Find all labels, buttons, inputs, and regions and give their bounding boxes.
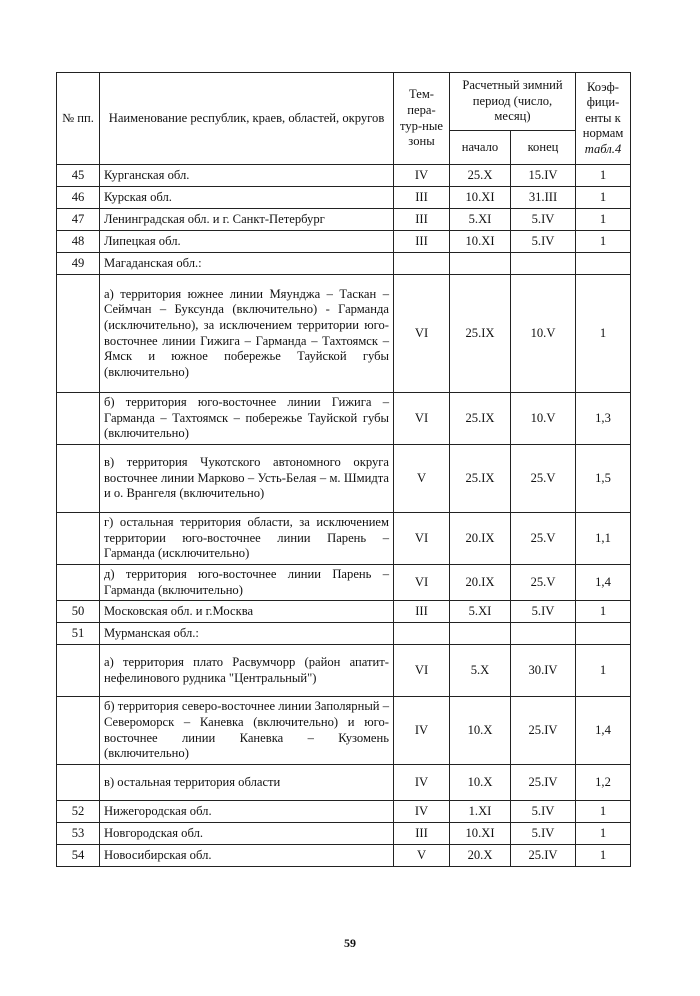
period-end-cell xyxy=(511,623,576,645)
period-end-cell xyxy=(511,253,576,275)
coefficient-cell: 1 xyxy=(576,231,631,253)
period-start-cell: 25.IX xyxy=(450,393,511,445)
coefficient-cell xyxy=(576,623,631,645)
row-number-cell xyxy=(57,565,100,601)
table-row xyxy=(57,823,631,845)
coefficient-cell: 1 xyxy=(576,165,631,187)
header-coefficient-ref: табл.4 xyxy=(584,141,622,156)
region-name-cell: Новгородская обл. xyxy=(100,823,394,845)
region-name-cell: Нижегородская обл. xyxy=(100,801,394,823)
coefficient-cell: 1 xyxy=(576,801,631,823)
climate-zones-table xyxy=(56,72,631,867)
region-name-cell: Мурманская обл.: xyxy=(100,623,394,645)
row-number-cell: 51 xyxy=(57,623,100,645)
temperature-zone-cell: III xyxy=(394,231,450,253)
period-end-cell: 25.IV xyxy=(511,765,576,801)
region-name-cell: Магаданская обл.: xyxy=(100,253,394,275)
coefficient-cell xyxy=(576,253,631,275)
coefficient-cell: 1 xyxy=(576,187,631,209)
coefficient-cell: 1 xyxy=(576,275,631,393)
period-start-cell: 5.XI xyxy=(450,209,511,231)
region-name-cell: Курская обл. xyxy=(100,187,394,209)
temperature-zone-cell: VI xyxy=(394,275,450,393)
coefficient-cell: 1 xyxy=(576,845,631,867)
period-end-cell: 5.IV xyxy=(511,209,576,231)
row-number-cell: 49 xyxy=(57,253,100,275)
table-row xyxy=(57,765,631,801)
table-row xyxy=(57,187,631,209)
table-row xyxy=(57,565,631,601)
period-end-cell: 25.V xyxy=(511,445,576,513)
table-row xyxy=(57,275,631,393)
table-row xyxy=(57,623,631,645)
header-number: № пп. xyxy=(57,73,100,165)
period-start-cell: 20.IX xyxy=(450,513,511,565)
period-start-cell: 10.XI xyxy=(450,231,511,253)
header-winter-period: Расчетный зимний период (число, месяц) xyxy=(450,73,576,131)
row-number-cell xyxy=(57,645,100,697)
row-number-cell xyxy=(57,513,100,565)
coefficient-cell: 1 xyxy=(576,645,631,697)
period-end-cell: 5.IV xyxy=(511,823,576,845)
row-number-cell: 54 xyxy=(57,845,100,867)
page-number: 59 xyxy=(344,936,356,950)
row-number-cell: 46 xyxy=(57,187,100,209)
temperature-zone-cell: III xyxy=(394,823,450,845)
row-number-cell xyxy=(57,765,100,801)
table-body xyxy=(57,165,631,867)
region-name-cell: Ленинградская обл. и г. Санкт-Петербург xyxy=(100,209,394,231)
coefficient-cell: 1 xyxy=(576,209,631,231)
row-number-cell: 47 xyxy=(57,209,100,231)
coefficient-cell: 1,3 xyxy=(576,393,631,445)
region-name-cell: б) территория северо-восточнее линии Заполярный – Североморск – Каневка (включительно) и юго-восточнее линии Каневка – Кузомень (включительно) xyxy=(100,697,394,765)
table-row xyxy=(57,165,631,187)
region-name-cell: Новосибирская обл. xyxy=(100,845,394,867)
period-start-cell: 20.X xyxy=(450,845,511,867)
period-start-cell: 10.XI xyxy=(450,187,511,209)
coefficient-cell: 1,5 xyxy=(576,445,631,513)
header-coefficient xyxy=(576,73,631,165)
table-row xyxy=(57,231,631,253)
row-number-cell: 45 xyxy=(57,165,100,187)
table-row xyxy=(57,697,631,765)
period-end-cell: 25.V xyxy=(511,513,576,565)
region-name-cell: в) остальная территория области xyxy=(100,765,394,801)
period-start-cell: 20.IX xyxy=(450,565,511,601)
row-number-cell: 48 xyxy=(57,231,100,253)
period-end-cell: 10.V xyxy=(511,275,576,393)
table-row xyxy=(57,209,631,231)
period-end-cell: 25.V xyxy=(511,565,576,601)
table-row xyxy=(57,601,631,623)
region-name-cell: д) территория юго-восточнее линии Парень – Гарманда (включительно) xyxy=(100,565,394,601)
period-start-cell: 25.X xyxy=(450,165,511,187)
header-temperature-zone: Тем-пера-тур-ные зоны xyxy=(394,73,450,165)
coefficient-cell: 1 xyxy=(576,601,631,623)
period-start-cell: 10.XI xyxy=(450,823,511,845)
temperature-zone-cell: V xyxy=(394,445,450,513)
region-name-cell: г) остальная территория области, за исключением территории юго-восточнее линии Парень – Гарманда (исключительно) xyxy=(100,513,394,565)
region-name-cell: б) территория юго-восточнее линии Гижига – Гарманда – Тахтоямск – побережье Тауйской губы (включительно) xyxy=(100,393,394,445)
temperature-zone-cell: IV xyxy=(394,801,450,823)
table-row xyxy=(57,845,631,867)
temperature-zone-cell: IV xyxy=(394,765,450,801)
temperature-zone-cell: IV xyxy=(394,165,450,187)
coefficient-cell: 1,1 xyxy=(576,513,631,565)
table-row xyxy=(57,513,631,565)
period-end-cell: 25.IV xyxy=(511,697,576,765)
temperature-zone-cell: V xyxy=(394,845,450,867)
region-name-cell: Московская обл. и г.Москва xyxy=(100,601,394,623)
period-end-cell: 31.III xyxy=(511,187,576,209)
temperature-zone-cell xyxy=(394,253,450,275)
region-name-cell: Липецкая обл. xyxy=(100,231,394,253)
region-name-cell: а) территория южнее линии Мяунджа – Таскан – Сеймчан – Буксунда (включительно) - Гарманда (исключительно), за исключением территории юго-восточнее линии Гижига – Гарманда – Тахтоямск – Ямск и южное побережье Тауйской губы (включительно) xyxy=(100,275,394,393)
coefficient-cell: 1 xyxy=(576,823,631,845)
table-row xyxy=(57,445,631,513)
period-end-cell: 25.IV xyxy=(511,845,576,867)
row-number-cell: 50 xyxy=(57,601,100,623)
table-row xyxy=(57,253,631,275)
temperature-zone-cell: III xyxy=(394,209,450,231)
coefficient-cell: 1,2 xyxy=(576,765,631,801)
period-start-cell: 25.IX xyxy=(450,275,511,393)
temperature-zone-cell xyxy=(394,623,450,645)
period-end-cell: 10.V xyxy=(511,393,576,445)
period-end-cell: 15.IV xyxy=(511,165,576,187)
period-start-cell: 5.X xyxy=(450,645,511,697)
temperature-zone-cell: VI xyxy=(394,513,450,565)
row-number-cell xyxy=(57,275,100,393)
period-start-cell: 25.IX xyxy=(450,445,511,513)
temperature-zone-cell: VI xyxy=(394,393,450,445)
period-start-cell: 5.XI xyxy=(450,601,511,623)
header-coefficient-text: Коэф-фици-енты к нормам xyxy=(582,79,624,141)
period-start-cell: 10.X xyxy=(450,765,511,801)
period-end-cell: 30.IV xyxy=(511,645,576,697)
row-number-cell xyxy=(57,445,100,513)
table-row xyxy=(57,645,631,697)
row-number-cell xyxy=(57,697,100,765)
row-number-cell xyxy=(57,393,100,445)
table-row xyxy=(57,393,631,445)
table-row xyxy=(57,801,631,823)
row-number-cell: 53 xyxy=(57,823,100,845)
period-start-cell: 1.XI xyxy=(450,801,511,823)
region-name-cell: Курганская обл. xyxy=(100,165,394,187)
coefficient-cell: 1,4 xyxy=(576,565,631,601)
temperature-zone-cell: VI xyxy=(394,565,450,601)
temperature-zone-cell: VI xyxy=(394,645,450,697)
temperature-zone-cell: III xyxy=(394,187,450,209)
region-name-cell: в) территория Чукотского автономного округа восточнее линии Марково – Усть-Белая – м. Шмидта и о. Врангеля (включительно) xyxy=(100,445,394,513)
header-period-start: начало xyxy=(450,131,511,165)
coefficient-cell: 1,4 xyxy=(576,697,631,765)
header-period-end: конец xyxy=(511,131,576,165)
period-end-cell: 5.IV xyxy=(511,231,576,253)
header-region-name: Наименование республик, краев, областей, округов xyxy=(100,73,394,165)
row-number-cell: 52 xyxy=(57,801,100,823)
period-end-cell: 5.IV xyxy=(511,601,576,623)
period-end-cell: 5.IV xyxy=(511,801,576,823)
region-name-cell: а) территория плато Расвумчорр (район апатит-нефелинового рудника "Центральный") xyxy=(100,645,394,697)
temperature-zone-cell: IV xyxy=(394,697,450,765)
period-start-cell: 10.X xyxy=(450,697,511,765)
period-start-cell xyxy=(450,623,511,645)
period-start-cell xyxy=(450,253,511,275)
temperature-zone-cell: III xyxy=(394,601,450,623)
